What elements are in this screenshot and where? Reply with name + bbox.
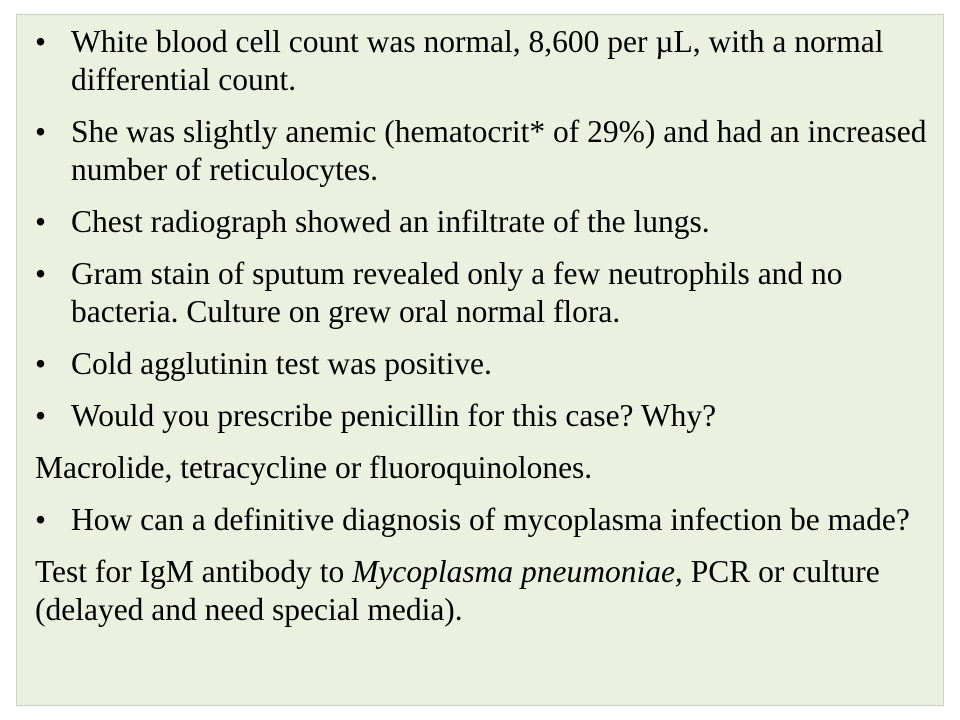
bullet-marker: •	[35, 114, 47, 149]
bullet-text: How can a definitive diagnosis of mycoplasma infection be made?	[71, 502, 910, 537]
bullet-anemia	[35, 113, 935, 189]
bullet-marker: •	[35, 398, 47, 433]
answer-suffix: PCR or culture (delayed and need special media).	[35, 554, 880, 627]
bullet-text: Chest radiograph showed an infiltrate of the lungs.	[71, 204, 710, 239]
bullet-text: Would you prescribe penicillin for this case? Why?	[71, 398, 717, 433]
bullet-wbc-count	[35, 23, 935, 99]
slide	[16, 14, 944, 706]
bullet-text: She was slightly anemic (hematocrit* of 29%) and had an increased number of reticulocytes.	[71, 114, 927, 187]
bullet-marker: •	[35, 502, 47, 537]
answer-antibiotics: Macrolide, tetracycline or fluoroquinolones.	[35, 450, 593, 485]
bullet-diagnosis-question	[35, 501, 935, 539]
bullet-text: Gram stain of sputum revealed only a few neutrophils and no bacteria. Culture on grew oral normal flora.	[71, 256, 843, 329]
bullet-gram-stain	[35, 255, 935, 331]
bullet-chest-radiograph	[35, 203, 935, 241]
bullet-marker: •	[35, 24, 47, 59]
bullet-marker: •	[35, 204, 47, 239]
organism-name: Mycoplasma pneumoniae,	[352, 554, 683, 589]
slide-content	[35, 23, 935, 643]
bullet-marker: •	[35, 256, 47, 291]
answer-diagnosis	[35, 553, 935, 629]
bullet-text: Cold agglutinin test was positive.	[71, 346, 492, 381]
bullet-penicillin-question	[35, 397, 935, 435]
bullet-marker: •	[35, 346, 47, 381]
answer-prefix: Test for IgM antibody to	[35, 554, 353, 589]
bullet-cold-agglutinin	[35, 345, 935, 383]
bullet-text: White blood cell count was normal, 8,600 per µL, with a normal differential count.	[71, 24, 884, 97]
